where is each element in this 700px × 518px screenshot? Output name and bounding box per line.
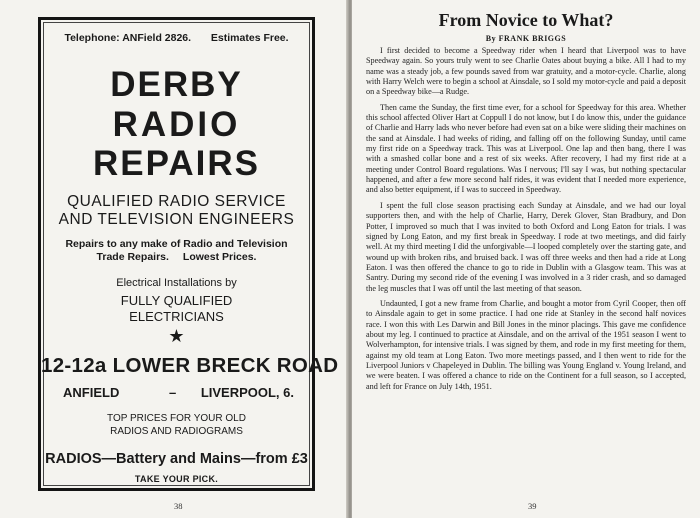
- trade-repairs-text: Trade Repairs.: [96, 251, 169, 263]
- star-icon: ★: [168, 326, 185, 346]
- repairs-line-2: [41, 251, 312, 263]
- electrical-line-1: Electrical Installations by: [116, 277, 237, 289]
- lowest-prices-text: Lowest Prices.: [182, 251, 257, 263]
- page-number-left: 38: [174, 501, 183, 511]
- telephone-text: Telephone: ANField 2826.: [64, 32, 192, 44]
- repairs-line-1: Repairs to any make of Radio and Television: [65, 238, 288, 250]
- business-name-line-3: REPAIRS: [93, 144, 260, 183]
- article-paragraph: Undaunted, I got a new frame from Charlie, and bought a motor from Cyril Cooper, then off to Ainsdale again to get in some practice. I had one ride at Stanley in the second half novices race. I won this with Les Darwin and Bill Jones in the minor placings. This gave me confidence about my leg. I continued to practice at Ainsdale, and on the arrival of the 1951 season I went to Wolverhampton, for intensive trials. I was signed by them, and rode in my first meeting for them, against my old team at Long Eaton. Two more meetings passed, and I then went to ride for the Liverpool Juniors v Chapeleyed in Dublin. The billing was Young England v. Young Ireland, and we were beaten. I was offered a chance to ride on the Continent for a full season, so I accepted, and left for France on July 14th, 1951.: [366, 298, 686, 391]
- right-page: [352, 0, 700, 518]
- service-line-1: QUALIFIED RADIO SERVICE: [67, 193, 286, 210]
- street-address: 12-12a LOWER BRECK ROAD: [41, 354, 339, 377]
- prices-line-2: RADIOS AND RADIOGRAMS: [110, 426, 243, 437]
- estimates-text: Estimates Free.: [210, 32, 289, 44]
- electrical-line-2: FULLY QUALIFIED: [120, 293, 233, 308]
- article-paragraph: I spent the full close season practising each Sunday at Ainsdale, and we had our loyal supporters then, and with the help of Charlie, Harry, Derek Glover, Stan Bradbury, and Don Potter, I improved so much that I was invited to both Oxford and Long Eaton for trials. I was signed by Long Eaton, and my first break in Speedway. I rode at two meetings, and did fairly well. At my third meeting I did the unforgivable—I looped completely over the starting gate, and wound up with broken ribs, and bruised back. I was off three weeks and then had a ride at Long Eaton. I was then offered the chance to go to ride in Dublin with a Glasgow team. This was at Santry. During my second ride of the evening I was involved in a 3 rider crash, and so damaged the leg muscles that I was off until the last meeting of that season.: [366, 200, 686, 293]
- radios-offer: RADIOS—Battery and Mains—from £3: [45, 451, 308, 467]
- phone-line: [41, 32, 312, 44]
- article-paragraph: Then came the Sunday, the first time ever, for a school for Speedway for this area. Whether this school affected Oliver Hart at Coppull I do not know, but I do know this, under the guidance of Charlie and Harry lads who never before had even sat on a bike were sliding their machines on the sand at Ainsdale. I had weeks of riding, and falling off on the following Sunday, until came my first ride on a Speedway track. This was at Liverpool. One lap and then bang, there I was with a smashed collar bone and a rest of six weeks. After recovery, I had my first ride at a meeting under Control Board regulations. Was I nervous; I'll say I was, but nothing spectacular happened, and after a few more second half rides, it was evident that I needed more experience, and also better equipment, if I was to succeed in Speedway.: [366, 102, 686, 195]
- electrical-line-3: ELECTRICIANS: [129, 309, 224, 324]
- tagline: TAKE YOUR PICK.: [134, 474, 219, 484]
- advertisement-box: [38, 17, 339, 491]
- page-number-right: 39: [528, 501, 537, 511]
- area-liverpool: LIVERPOOL, 6.: [200, 385, 294, 400]
- left-page: [0, 0, 348, 518]
- prices-line-1: TOP PRICES FOR YOUR OLD: [107, 413, 246, 424]
- area-anfield: ANFIELD: [63, 385, 120, 400]
- article-body: [366, 46, 686, 397]
- business-name-line-2: RADIO: [112, 105, 241, 144]
- article-title: From Novice to What?: [438, 10, 614, 30]
- article-byline: By FRANK BRIGGS: [485, 34, 567, 43]
- article-paragraph: I first decided to become a Speedway rider when I heard that Liverpool was to have Speedway again. So yours truly went to see Charlie Oates about buying a bike. All I had to my name was a steady job, a few pounds saved from war gratuity, and a motor-cycle. Charlie, along with Harry Welch were to begin a school at Ainsdale, so I sold my motor-cycle and paid a deposit on a Speedway bike—a Rudge.: [366, 46, 686, 97]
- area-dash: –: [169, 385, 177, 400]
- business-name-line-1: DERBY: [110, 65, 243, 104]
- service-line-2: AND TELEVISION ENGINEERS: [58, 211, 295, 228]
